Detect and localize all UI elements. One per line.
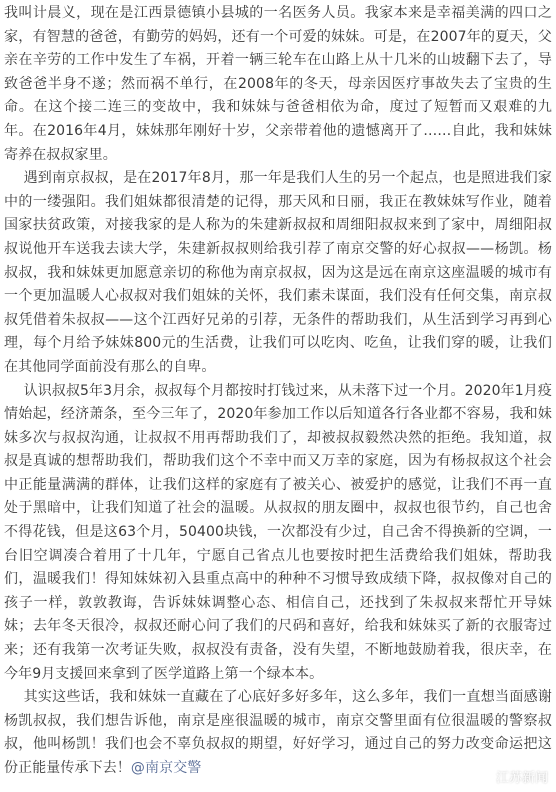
article-body bbox=[4, 2, 552, 781]
jiangsu-news-logo-icon bbox=[476, 769, 492, 785]
paragraph-intro: 我叫计晨义，现在是江西景德镇小县城的一名医务人员。我家本来是幸福美满的四口之家，有智慧的爸爸，有勤劳的妈妈，还有一个可爱的妹妹。可是，在2007年的夏天，父亲在辛劳的工作中发生了车祸，开着一辆三轮车在山路上从十几米的山坡翻下去了，导致爸爸半身不遂；然而祸不单行，在2008年的冬天，母亲因医疗事故失去了宝贵的生命。在这个接二连三的变故中，我和妹妹与爸爸相依为命，度过了短暂而又艰难的九年。在2016年4月，妹妹那年刚好十岁，父亲带着他的遗憾离开了……自此，我和妹妹寄养在叔叔家里。 bbox=[4, 5, 552, 163]
paragraph-gratitude bbox=[4, 686, 552, 780]
source-mention-link[interactable]: @南京交警 bbox=[130, 760, 202, 776]
watermark-label: 江苏新闻 bbox=[495, 771, 548, 786]
watermark bbox=[476, 767, 548, 786]
paragraph-meeting-uncle: 遇到南京叔叔，是在2017年8月，那一年是我们人生的另一个起点，也是照进我们家中的一缕强阳。我们姐妹都很清楚的记得，那天风和日丽，我正在教妹妹写作业，随着国家扶贫政策，对接我家的是人称为的朱建新叔叔和周细阳叔叔来到了家中，周细阳叔叔说他开车送我去读大学，朱建新叔叔则给我引荐了南京交警的好心叔叔——杨凯。杨叔叔，我和妹妹更加愿意亲切的称他为南京叔叔，因为这是远在南京这座温暖的城市有一个更加温暖人心叔叔对我们姐妹的关怀，我们素未谋面，我们没有任何交集，南京叔叔凭借着朱叔叔——这个江西好兄弟的引荐，无条件的帮助我们，从生活到学习再到心理，每个月给予妹妹800元的生活费，让我们可以吃肉、吃鱼，让我们穿的暖，让我们在其他同学面前没有那么的自卑。 bbox=[4, 170, 552, 375]
paragraph-years-of-support: 认识叔叔5年3月余，叔叔每个月都按时打钱过来，从未落下过一个月。2020年1月疫情始起，经济萧条，至今三年了，2020年参加工作以后知道各行各业都不容易，我和妹妹多次与叔叔沟通，让叔叔不用再帮助我们了，却被叔叔毅然决然的拒绝。我知道，叔叔是真诚的想帮助我们，帮助我们这个不幸中而又万幸的家庭，因为有杨叔叔这个社会中正能量满满的群体，让我们这样的家庭有了被关心、被爱护的感觉，让我们不再一直处于黑暗中，让我们知道了社会的温暖。从叔叔的朋友圈中，叔叔也很节约，自己也舍不得花钱，但是这63个月，50400块钱，一次都没有少过，自己舍不得换新的空调，一台旧空调凑合着用了十几年，宁愿自己省点儿也要按时把生活费给我们姐妹，帮助我们，温暖我们！得知妹妹初入县重点高中的种种不习惯导致成绩下降，叔叔像对自己的孩子一样，敦敦教诲，告诉妹妹调整心态、相信自己，还找到了朱叔叔来帮忙开导妹妹；去年冬天很冷，叔叔还耐心问了我们的尺码和喜好，给我和妹妹买了新的衣服寄过来；还有我第一次考证失败，叔叔没有责备，没有失望，不断地鼓励着我，很庆幸，在今年9月支援回来拿到了医学道路上第一个绿本本。 bbox=[4, 382, 552, 682]
gratitude-text: 其实这些话，我和妹妹一直藏在了心底好多好多年，这么多年，我们一直想当面感谢杨凯叔叔，我们想告诉他，南京是座很温暖的城市，南京交警里面有位很温暖的警察叔叔，他叫杨凯！我们也会不辜负叔叔的期望，好好学习，通过自己的努力改变命运把这份正能量传承下去！ bbox=[4, 689, 552, 776]
